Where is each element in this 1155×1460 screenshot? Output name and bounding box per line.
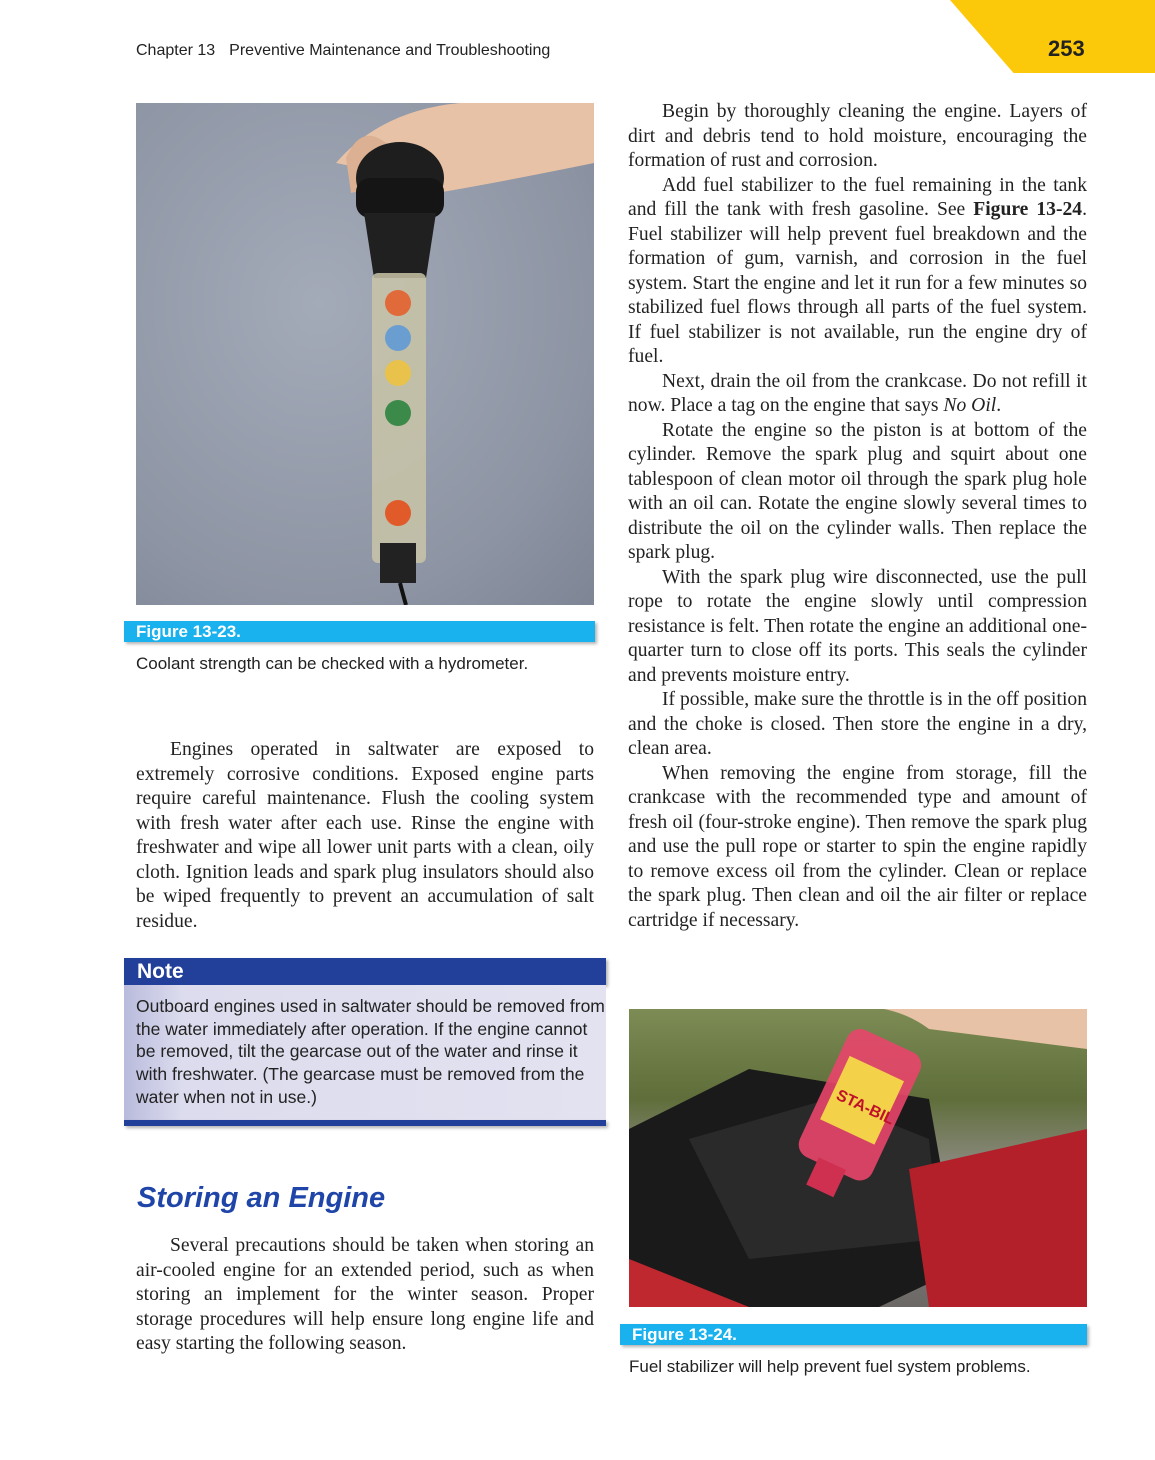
product-label: STA-BIL (833, 1086, 897, 1129)
figure-13-24-caption: Fuel stabilizer will help prevent fuel system problems. (629, 1357, 1031, 1376)
paragraph-drain-oil (628, 370, 1087, 419)
hydrometer-photo (136, 103, 594, 605)
figure-reference: Figure 13-24 (973, 199, 1083, 220)
text: Next, drain the oil from the crankcase. Do not refill it now. Place a tag on the engine that says (628, 370, 1087, 416)
text: . Fuel stabilizer will help prevent fuel breakdown and the formation of gum, varnish, and corrosion in the fuel system. Start the engine and let it run for a few minutes so stabilized fuel flows through all parts of the fuel system. If fuel stabilizer is not available, run the engine dry of fuel. (628, 199, 1087, 367)
paragraph-cleaning: Begin by thoroughly cleaning the engine. Layers of dirt and debris tend to hold moisture, encouraging the formation of rust and corrosion. (628, 101, 1087, 171)
tag-text: No Oil (943, 395, 997, 416)
note-title: Note (124, 958, 606, 985)
saltwater-paragraph-block (136, 738, 594, 934)
chapter-title: Preventive Maintenance and Troubleshooting (229, 42, 551, 59)
right-column (628, 100, 1087, 933)
figure-13-23-caption: Coolant strength can be checked with a hydrometer. (136, 654, 529, 673)
figure-13-24-label: Figure 13-24. (620, 1324, 1087, 1345)
running-header (136, 42, 550, 60)
page-number: 253 (1048, 36, 1085, 61)
storing-paragraph: Several precautions should be taken when storing an air-cooled engine for an extended period, such as when storing an implement for the winter season. Proper storage procedures will help ensure long engine life and easy starting the following season. (136, 1235, 594, 1354)
paragraph-compression: With the spark plug wire disconnected, use the pull rope to rotate the engine slowly until compression resistance is felt. Then rotate the engine an additional one-quarter turn to close off its ports. This seals the cylinder and prevents moisture entry. (628, 566, 1087, 686)
note-bottom-rule (124, 1120, 606, 1126)
text: . (996, 395, 1002, 416)
storing-paragraph-block (136, 1234, 594, 1357)
text: Add fuel stabilizer to the fuel remaining in the tank and fill the tank with fresh gasoline. See (628, 174, 1087, 220)
chapter-number: Chapter 13 (136, 42, 216, 59)
figure-13-23-label: Figure 13-23. (124, 621, 595, 642)
paragraph-rotate-engine: Rotate the engine so the piston is at bottom of the cylinder. Remove the spark plug and squirt about one tablespoon of clean motor oil through the spark plug hole with an oil can. Rotate the engine slowly several times to distribute the oil on the cylinder walls. Then replace the spark plug. (628, 419, 1087, 563)
note-body: Outboard engines used in saltwater should be removed from the water immediately after operation. If the engine cannot be removed, tilt the gearcase out of the water and rinse it with freshwater. (The gearcase must be removed from the water when not in use.) (124, 985, 606, 1120)
paragraph-removing-storage: When removing the engine from storage, fill the crankcase with the recommended type and amount of fresh oil (four-stroke engine). Then remove the spark plug and use the pull rope or starter to spin the engine rapidly to remove excess oil from the cylinder. Clean or replace the spark plug. Then clean and oil the air filter or replace cartridge if necessary. (628, 762, 1087, 931)
paragraph-fuel-stabilizer (628, 174, 1087, 370)
saltwater-paragraph: Engines operated in saltwater are exposed to extremely corrosive conditions. Exposed engine parts require careful maintenance. Flush the cooling system with fresh water after each use. Rinse the engine with freshwater and wipe all lower unit parts with a clean, oily cloth. Ignition leads and spark plug insulators should also be wiped frequently to prevent an accumulation of salt residue. (136, 739, 594, 932)
fuel-stabilizer-photo (629, 1009, 1087, 1307)
section-heading: Storing an Engine (137, 1182, 386, 1214)
paragraph-throttle: If possible, make sure the throttle is in the off position and the choke is closed. Then store the engine in a dry, clean area. (628, 689, 1087, 759)
